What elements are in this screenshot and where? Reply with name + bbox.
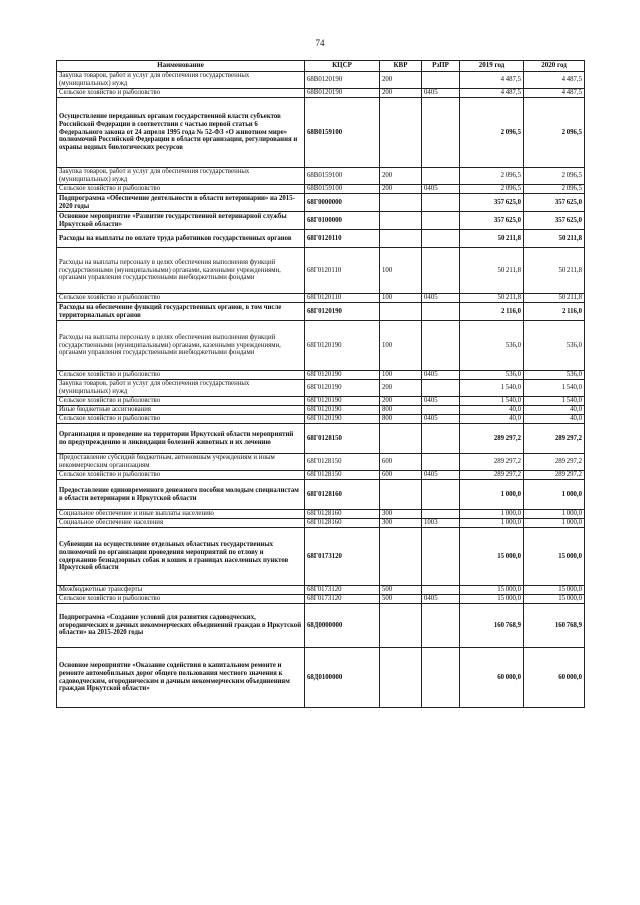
table-row [57, 72, 585, 89]
row-kcsr-cell: 68Г0173120 [305, 586, 380, 595]
table-row [57, 397, 585, 406]
row-kcsr-cell: 68Г0128160 [305, 510, 380, 519]
row-kcsr-cell: 68Г0120190 [305, 380, 380, 397]
row-2020-cell: 1 000,0 [524, 519, 585, 528]
page-number: 74 [315, 38, 325, 48]
row-name-cell: Расходы на выплаты персоналу в целях обеспечения выполнения функций государственными (муниципальными) органами, казенными учреждениями, органами управления государственными внебюджетными фондами [57, 248, 305, 294]
row-2020-cell: 15 000,0 [524, 595, 585, 604]
row-kvr-cell: 200 [380, 397, 422, 406]
row-kcsr-cell: 68Г0120190 [305, 415, 380, 424]
row-name-cell: Субвенции на осуществление отдельных областных государственных полномочий по организации проведения мероприятий по отлову и содержанию безнадзорных собак и кошек в границах населенных пунктов Иркутской области [57, 528, 305, 586]
row-2020-cell: 357 625,0 [524, 212, 585, 230]
row-2020-cell: 50 211,8 [524, 230, 585, 248]
row-kcsr-cell: 68Д0000000 [305, 604, 380, 648]
row-kvr-cell: 300 [380, 510, 422, 519]
row-2019-cell: 536,0 [460, 371, 524, 380]
row-2020-cell: 536,0 [524, 321, 585, 371]
row-rzpr-cell [422, 510, 460, 519]
row-kvr-cell [380, 303, 422, 321]
row-rzpr-cell: 0405 [422, 294, 460, 303]
table-header-row [57, 61, 585, 72]
table-row [57, 248, 585, 294]
row-kvr-cell [380, 194, 422, 212]
row-rzpr-cell: 0405 [422, 471, 460, 480]
row-name-cell: Сельское хозяйство и рыболовство [57, 371, 305, 380]
row-2019-cell: 357 625,0 [460, 194, 524, 212]
row-2020-cell: 40,0 [524, 406, 585, 415]
row-rzpr-cell: 0405 [422, 595, 460, 604]
row-rzpr-cell: 0405 [422, 397, 460, 406]
row-kvr-cell: 100 [380, 294, 422, 303]
row-2020-cell: 160 768,9 [524, 604, 585, 648]
row-kvr-cell [380, 98, 422, 168]
row-name-cell: Сельское хозяйство и рыболовство [57, 415, 305, 424]
row-name-cell: Подпрограмма «Обеспечение деятельности в области ветеринарии» на 2015-2020 годы [57, 194, 305, 212]
row-2020-cell: 4 487,5 [524, 89, 585, 98]
row-2019-cell: 15 000,0 [460, 595, 524, 604]
row-rzpr-cell [422, 194, 460, 212]
table-row [57, 89, 585, 98]
row-2020-cell: 2 096,5 [524, 98, 585, 168]
row-rzpr-cell: 0405 [422, 371, 460, 380]
table-row [57, 471, 585, 480]
row-rzpr-cell [422, 424, 460, 454]
row-2020-cell: 1 540,0 [524, 397, 585, 406]
row-name-cell: Закупка товаров, работ и услуг для обеспечения государственных (муниципальных) нужд [57, 168, 305, 185]
row-kcsr-cell: 68Г0120110 [305, 294, 380, 303]
row-kvr-cell: 200 [380, 72, 422, 89]
table-row [57, 528, 585, 586]
table-row [57, 185, 585, 194]
row-kcsr-cell: 68Г0120190 [305, 321, 380, 371]
row-name-cell: Сельское хозяйство и рыболовство [57, 471, 305, 480]
row-2020-cell: 2 096,5 [524, 168, 585, 185]
row-name-cell: Основное мероприятие «Оказание содействия в капитальном ремонте и ремонте автомобильных дорог общего пользования местного значения к садоводческим, огородническим и дачным некоммерческим объединениям граждан Иркутской области» [57, 648, 305, 708]
row-kvr-cell [380, 424, 422, 454]
table-row [57, 168, 585, 185]
table-row [57, 415, 585, 424]
row-2019-cell: 2 116,0 [460, 303, 524, 321]
row-name-cell: Сельское хозяйство и рыболовство [57, 294, 305, 303]
row-2020-cell: 40,0 [524, 415, 585, 424]
row-2019-cell: 1 540,0 [460, 380, 524, 397]
row-kvr-cell: 200 [380, 380, 422, 397]
row-kcsr-cell: 68Г0173120 [305, 528, 380, 586]
row-2020-cell: 50 211,8 [524, 248, 585, 294]
row-rzpr-cell: 0405 [422, 415, 460, 424]
row-2020-cell: 60 000,0 [524, 648, 585, 708]
header-2020: 2020 год [524, 61, 585, 72]
row-rzpr-cell [422, 72, 460, 89]
row-2020-cell: 2 096,5 [524, 185, 585, 194]
row-kcsr-cell: 68В0120190 [305, 72, 380, 89]
row-rzpr-cell: 1003 [422, 519, 460, 528]
row-kcsr-cell: 68Г0128150 [305, 454, 380, 471]
row-2020-cell: 1 540,0 [524, 380, 585, 397]
row-2020-cell: 1 000,0 [524, 510, 585, 519]
row-2019-cell: 289 297,2 [460, 454, 524, 471]
row-kvr-cell [380, 528, 422, 586]
row-2020-cell: 2 116,0 [524, 303, 585, 321]
row-kvr-cell [380, 230, 422, 248]
row-kcsr-cell: 68Г0128150 [305, 424, 380, 454]
row-name-cell: Иные бюджетные ассигнования [57, 406, 305, 415]
row-2020-cell: 289 297,2 [524, 454, 585, 471]
row-2019-cell: 4 487,5 [460, 89, 524, 98]
row-rzpr-cell [422, 648, 460, 708]
row-kcsr-cell: 68В0159100 [305, 185, 380, 194]
row-kvr-cell: 100 [380, 321, 422, 371]
row-2019-cell: 2 096,5 [460, 168, 524, 185]
table-row [57, 303, 585, 321]
table-row [57, 194, 585, 212]
row-2019-cell: 2 096,5 [460, 185, 524, 194]
row-kvr-cell [380, 212, 422, 230]
row-2019-cell: 289 297,2 [460, 471, 524, 480]
table-row [57, 586, 585, 595]
table-row [57, 480, 585, 510]
row-rzpr-cell: 0405 [422, 185, 460, 194]
row-name-cell: Предоставление единовременного денежного пособия молодым специалистам в области ветеринарии в Иркутской области [57, 480, 305, 510]
row-kvr-cell: 500 [380, 586, 422, 595]
row-name-cell: Расходы на выплаты по оплате труда работников государственных органов [57, 230, 305, 248]
row-2020-cell: 15 000,0 [524, 586, 585, 595]
row-kvr-cell: 300 [380, 519, 422, 528]
row-2019-cell: 15 000,0 [460, 528, 524, 586]
row-name-cell: Сельское хозяйство и рыболовство [57, 89, 305, 98]
row-kcsr-cell: 68Г0173120 [305, 595, 380, 604]
row-kvr-cell: 500 [380, 595, 422, 604]
row-name-cell: Предоставление субсидий бюджетным, автономным учреждениям и иным некоммерческим организациям [57, 454, 305, 471]
row-kvr-cell: 200 [380, 89, 422, 98]
row-2019-cell: 50 211,8 [460, 294, 524, 303]
row-rzpr-cell [422, 230, 460, 248]
row-2020-cell: 289 297,2 [524, 424, 585, 454]
row-name-cell: Межбюджетные трансферты [57, 586, 305, 595]
row-rzpr-cell [422, 528, 460, 586]
row-kvr-cell: 600 [380, 471, 422, 480]
row-kvr-cell [380, 604, 422, 648]
row-2019-cell: 4 487,5 [460, 72, 524, 89]
row-kvr-cell [380, 648, 422, 708]
row-2019-cell: 60 000,0 [460, 648, 524, 708]
table-row [57, 595, 585, 604]
header-2019: 2019 год [460, 61, 524, 72]
row-kcsr-cell: 68Г0000000 [305, 194, 380, 212]
row-2019-cell: 357 625,0 [460, 212, 524, 230]
row-rzpr-cell [422, 321, 460, 371]
table-row [57, 98, 585, 168]
row-kcsr-cell: 68Г0128160 [305, 480, 380, 510]
row-2020-cell: 357 625,0 [524, 194, 585, 212]
row-2019-cell: 50 211,8 [460, 230, 524, 248]
row-kcsr-cell: 68Г0120190 [305, 406, 380, 415]
row-rzpr-cell [422, 380, 460, 397]
row-kvr-cell: 200 [380, 185, 422, 194]
table-row [57, 321, 585, 371]
row-rzpr-cell [422, 212, 460, 230]
row-kvr-cell: 100 [380, 371, 422, 380]
row-kcsr-cell: 68Д0100000 [305, 648, 380, 708]
budget-table [56, 60, 585, 708]
table-row [57, 380, 585, 397]
row-name-cell: Подпрограмма «Создание условий для развития садоводческих, огороднических и дачных некоммерческих объединений граждан в Иркутской области» на 2015-2020 годы [57, 604, 305, 648]
row-kcsr-cell: 68Г0120110 [305, 248, 380, 294]
row-kcsr-cell: 68В0159100 [305, 168, 380, 185]
row-kcsr-cell: 68В0159100 [305, 98, 380, 168]
row-2020-cell: 536,0 [524, 371, 585, 380]
row-kvr-cell: 200 [380, 168, 422, 185]
row-2019-cell: 160 768,9 [460, 604, 524, 648]
row-name-cell: Расходы на выплаты персоналу в целях обеспечения выполнения функций государственными (муниципальными) органами, казенными учреждениями, органами управления государственными внебюджетными фондами [57, 321, 305, 371]
table-row [57, 454, 585, 471]
row-rzpr-cell [422, 98, 460, 168]
row-2019-cell: 289 297,2 [460, 424, 524, 454]
row-kvr-cell: 100 [380, 248, 422, 294]
table-row [57, 294, 585, 303]
row-rzpr-cell [422, 303, 460, 321]
header-rzpr: РзПР [422, 61, 460, 72]
row-rzpr-cell [422, 248, 460, 294]
row-rzpr-cell [422, 480, 460, 510]
table-row [57, 648, 585, 708]
row-2020-cell: 4 487,5 [524, 72, 585, 89]
row-2019-cell: 40,0 [460, 406, 524, 415]
row-kcsr-cell: 68Г0120190 [305, 371, 380, 380]
row-kcsr-cell: 68Г0120190 [305, 397, 380, 406]
header-name: Наименование [57, 61, 305, 72]
row-name-cell: Организация и проведение на территории Иркутской области мероприятий по предупреждению и ликвидации болезней животных и их лечению [57, 424, 305, 454]
row-kcsr-cell: 68Г0128150 [305, 471, 380, 480]
row-2020-cell: 50 211,8 [524, 294, 585, 303]
row-2019-cell: 15 000,0 [460, 586, 524, 595]
row-name-cell: Закупка товаров, работ и услуг для обеспечения государственных (муниципальных) нужд [57, 380, 305, 397]
row-name-cell: Осуществление переданных органам государственной власти субъектов Российской Федерации в соответствии с частью первой статьи 6 Федерального закона от 24 апреля 1995 года № 52-ФЗ «О животном мире» полномочий Российской Федерации в области организации, регулирования и охраны водных биологических ресурсов [57, 98, 305, 168]
row-2020-cell: 1 000,0 [524, 480, 585, 510]
table-row [57, 371, 585, 380]
row-rzpr-cell [422, 168, 460, 185]
header-kvr: КВР [380, 61, 422, 72]
row-name-cell: Сельское хозяйство и рыболовство [57, 397, 305, 406]
row-2019-cell: 536,0 [460, 321, 524, 371]
row-kcsr-cell: 68Г0120190 [305, 303, 380, 321]
table-row [57, 519, 585, 528]
table-row [57, 424, 585, 454]
row-kcsr-cell: 68В0120190 [305, 89, 380, 98]
table-body [57, 72, 585, 708]
table-row [57, 406, 585, 415]
row-rzpr-cell [422, 406, 460, 415]
table-row [57, 212, 585, 230]
row-name-cell: Основное мероприятие «Развитие государственной ветеринарной службы Иркутской области» [57, 212, 305, 230]
table-row [57, 510, 585, 519]
row-kvr-cell: 600 [380, 454, 422, 471]
row-2019-cell: 1 000,0 [460, 480, 524, 510]
table-row [57, 604, 585, 648]
row-2019-cell: 1 000,0 [460, 519, 524, 528]
row-kvr-cell [380, 480, 422, 510]
row-rzpr-cell: 0405 [422, 89, 460, 98]
row-2020-cell: 289 297,2 [524, 471, 585, 480]
row-rzpr-cell [422, 454, 460, 471]
row-name-cell: Расходы на обеспечение функций государственных органов, в том числе территориальных органов [57, 303, 305, 321]
table-row [57, 230, 585, 248]
row-2019-cell: 40,0 [460, 415, 524, 424]
row-name-cell: Социальное обеспечение населения [57, 519, 305, 528]
row-kcsr-cell: 68Г0128160 [305, 519, 380, 528]
row-kcsr-cell: 68Г0120110 [305, 230, 380, 248]
row-name-cell: Социальное обеспечение и иные выплаты населению [57, 510, 305, 519]
row-2019-cell: 50 211,8 [460, 248, 524, 294]
row-name-cell: Закупка товаров, работ и услуг для обеспечения государственных (муниципальных) нужд [57, 72, 305, 89]
row-name-cell: Сельское хозяйство и рыболовство [57, 185, 305, 194]
row-rzpr-cell [422, 586, 460, 595]
row-2020-cell: 15 000,0 [524, 528, 585, 586]
row-2019-cell: 2 096,5 [460, 98, 524, 168]
header-kcsr: КЦСР [305, 61, 380, 72]
row-2019-cell: 1 000,0 [460, 510, 524, 519]
row-kvr-cell: 800 [380, 415, 422, 424]
row-kcsr-cell: 68Г0100000 [305, 212, 380, 230]
row-name-cell: Сельское хозяйство и рыболовство [57, 595, 305, 604]
row-2019-cell: 1 540,0 [460, 397, 524, 406]
row-kvr-cell: 800 [380, 406, 422, 415]
row-rzpr-cell [422, 604, 460, 648]
